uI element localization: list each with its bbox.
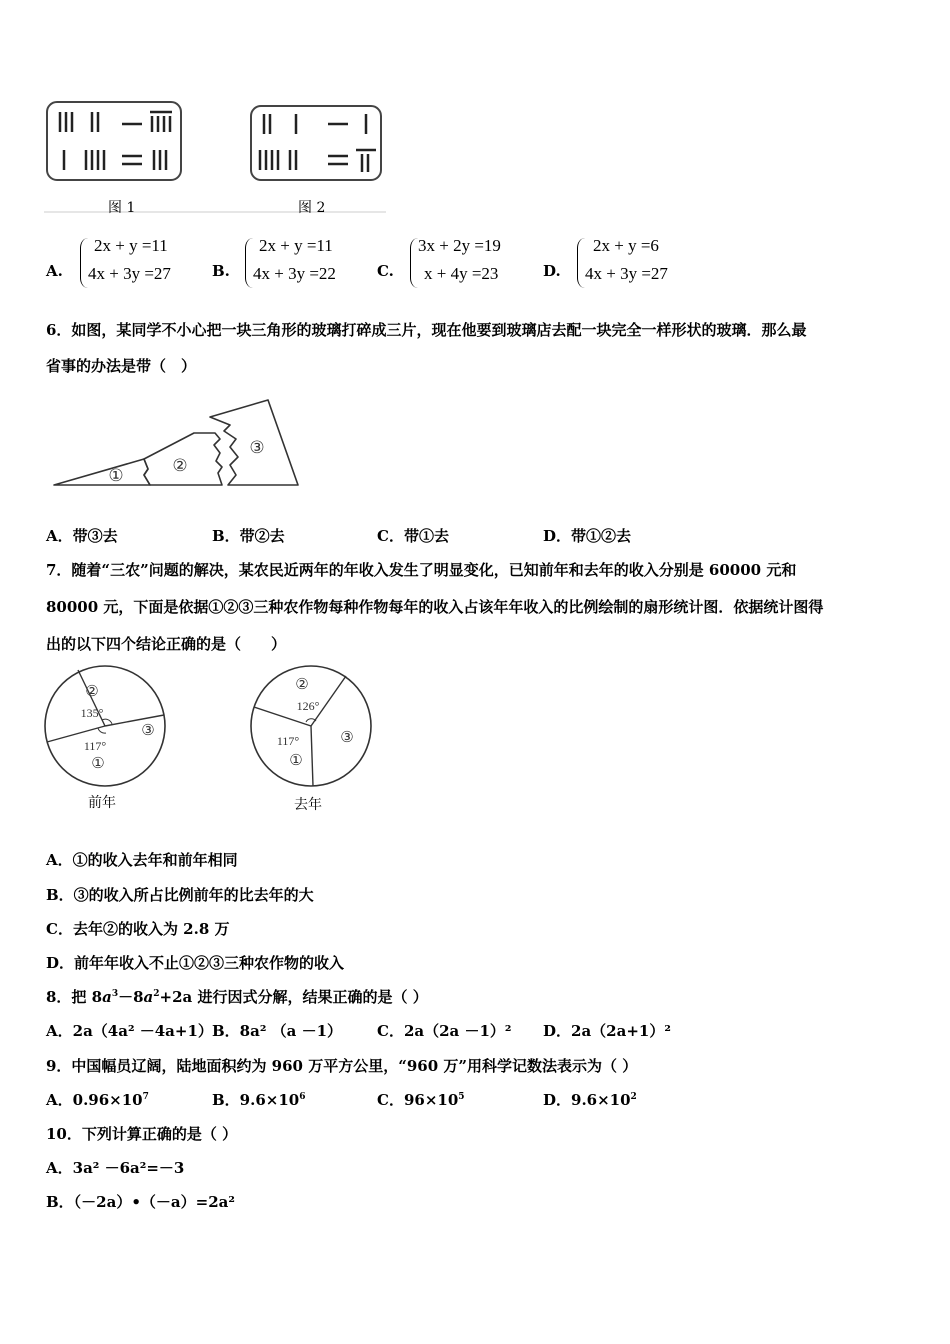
q6-stem-line1: 6．如图，某同学不小心把一块三角形的玻璃打碎成三片，现在他要到玻璃店去配一块完全一样形状的玻璃．那么最 (46, 321, 807, 339)
q8-option-b: B．8a² （a －1） (212, 1022, 343, 1040)
q10-option-b: B．（－2a）•（－a）=2a² (46, 1193, 235, 1211)
q5-option-c-label: C. (377, 262, 394, 280)
q6-option-a: A．带③去 (46, 527, 118, 545)
counting-rods-figure (44, 98, 386, 216)
pie2-sector-3: ③ (340, 728, 354, 746)
q8-stem-mid: －8 (118, 988, 144, 1006)
q9-a-base: A．0.96×10 (46, 1091, 143, 1109)
pie1-angle-2: 135° (80, 706, 104, 720)
q8-option-a: A．2a（4a² －4a+1） (46, 1022, 213, 1040)
pie2-sector-1: ① (289, 751, 303, 769)
q5-c-eq2: x + 4y =23 (424, 264, 499, 283)
q8-option-c: C．2a（2a －1）² (377, 1022, 512, 1040)
pie1-sector-3: ③ (141, 721, 155, 739)
pie-chart-previous-year (40, 662, 175, 812)
q8-stem-post: +2a 进行因式分解，结果正确的是（ ） (159, 988, 428, 1006)
q9-d-base: D．9.6×10 (543, 1091, 631, 1109)
q9-b-base: B．9.6×10 (212, 1091, 300, 1109)
broken-triangle-figure (50, 395, 305, 495)
q9-option-d (543, 1090, 637, 1110)
q9-option-c (377, 1090, 465, 1110)
q7-stem-line2: 80000 元，下面是依据①②③三种农作物每种作物每年的收入占该年年收入的比例绘制的扇形统计图．依据统计图得 (46, 598, 824, 616)
q5-c-eq1: 3x + 2y =19 (418, 236, 501, 255)
q7-option-c: C．去年②的收入为 2.8 万 (46, 920, 230, 938)
q9-c-exp: 5 (458, 1092, 465, 1102)
q5-d-eq2: 4x + 3y =27 (585, 264, 668, 283)
q9-b-exp: 6 (299, 1092, 306, 1102)
q5-b-eq2: 4x + 3y =22 (253, 264, 336, 283)
q7-option-a: A．①的收入去年和前年相同 (46, 851, 238, 869)
q7-option-b: B．③的收入所占比例前年的比去年的大 (46, 886, 314, 904)
q10-option-a: A．3a² －6a²=－3 (46, 1159, 185, 1177)
q8-stem: 8．把 $8a^3-8a^2+2a$ 进行因式分解，结果正确的是（ ） (46, 988, 428, 1006)
q5-option-a-label: A. (46, 262, 63, 280)
pie1-caption: 前年 (88, 795, 116, 811)
q5-a-eq1: 2x + y =11 (94, 236, 168, 255)
piece-1-label: ① (108, 466, 124, 486)
q5-b-eq1: 2x + y =11 (259, 236, 333, 255)
pie1-sector-2: ② (85, 682, 99, 700)
q6-option-d: D．带①②去 (543, 527, 632, 545)
q9-option-a (46, 1090, 149, 1110)
q9-c-base: C．96×10 (377, 1091, 459, 1109)
figure1-caption: 图 1 (108, 200, 136, 216)
figure2-caption: 图 2 (298, 200, 326, 216)
q6-stem-line2: 省事的办法是带（ ） (46, 357, 197, 375)
pie1-angle-1: 117° (83, 739, 107, 753)
pie1-sector-1: ① (91, 754, 105, 772)
q5-a-eq2: 4x + 3y =27 (88, 264, 171, 283)
piece-3-label: ③ (249, 438, 265, 458)
pie2-caption: 去年 (294, 797, 322, 813)
q7-option-d: D．前年年收入不止①②③三种农作物的收入 (46, 954, 345, 972)
q10-stem: 10．下列计算正确的是（ ） (46, 1125, 238, 1143)
q5-d-eq1: 2x + y =6 (593, 236, 659, 255)
q9-d-exp: 2 (630, 1092, 637, 1102)
q5-option-b-label: B. (212, 262, 230, 280)
pie2-angle-1: 117° (276, 734, 300, 748)
q9-option-b (212, 1090, 305, 1110)
q7-stem-line1: 7．随着“三农”问题的解决，某农民近两年的年收入发生了明显变化，已知前年和去年的收入分别是 60000 元和 (46, 561, 797, 579)
q6-option-c: C．带①去 (377, 527, 449, 545)
q8-stem-exp1: 3 (111, 989, 119, 999)
q8-option-d: D．2a（2a+1）² (543, 1022, 671, 1040)
q9-a-exp: 7 (142, 1092, 149, 1102)
q8-stem-pre: 8．把 8 (46, 988, 103, 1006)
q7-stem-line3: 出的以下四个结论正确的是（ ） (46, 635, 287, 653)
pie2-angle-2: 126° (296, 699, 320, 713)
q5-option-d-label: D. (543, 262, 561, 280)
q6-option-b: B．带②去 (212, 527, 285, 545)
q8-stem-var: a (102, 988, 112, 1006)
piece-2-label: ② (172, 456, 188, 476)
q8-stem-exp2: 2 (153, 989, 160, 999)
pie2-sector-2: ② (295, 675, 309, 693)
q9-stem: 9．中国幅员辽阔，陆地面积约为 960 万平方公里，“960 万”用科学记数法表示为（ ） (46, 1057, 638, 1075)
pie-chart-last-year (246, 662, 381, 812)
